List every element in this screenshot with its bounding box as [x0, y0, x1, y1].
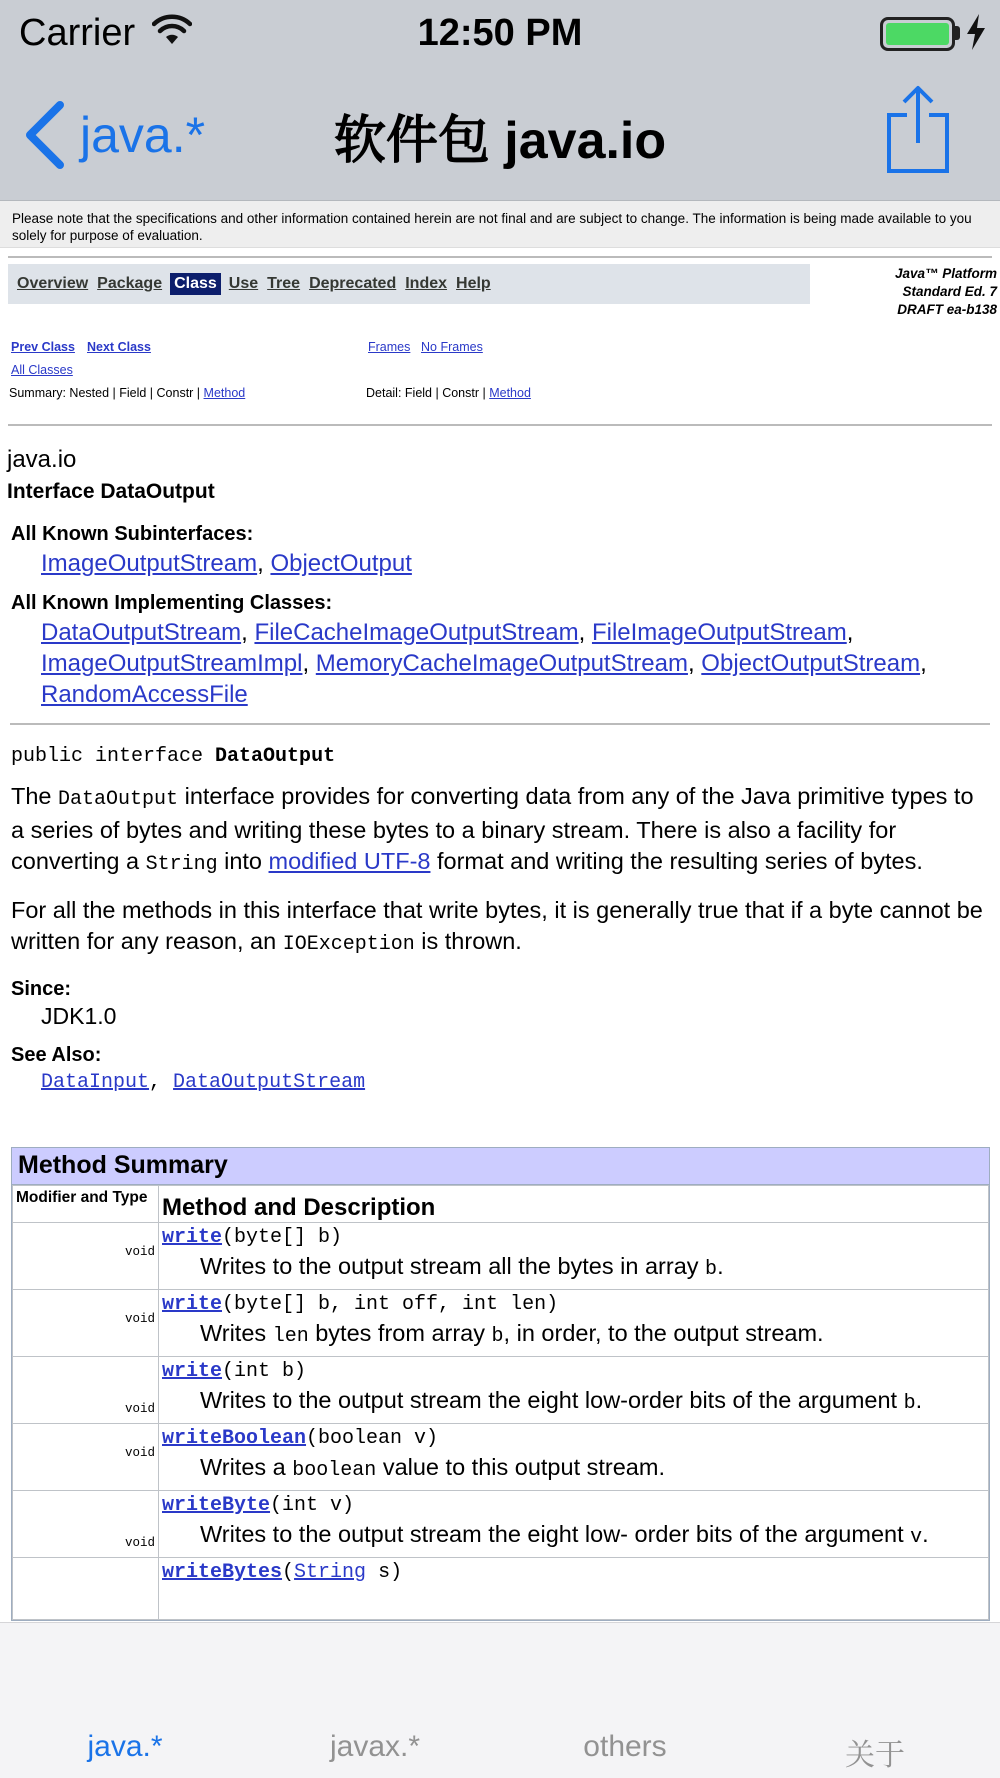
method-cell [159, 1357, 989, 1424]
method-link[interactable]: writeBytes [162, 1561, 283, 1584]
see-also-link[interactable]: DataOutputStream [173, 1071, 366, 1094]
method-summary-caption: Method Summary [12, 1148, 989, 1185]
code: b [705, 1258, 718, 1281]
code: v [910, 1526, 923, 1549]
code: boolean [292, 1459, 377, 1482]
return-type: void [13, 1357, 159, 1424]
since-section [0, 978, 1000, 1032]
detail-links [366, 386, 531, 400]
method-cell [159, 1424, 989, 1491]
method-signature [162, 1426, 985, 1452]
table-row [13, 1491, 989, 1558]
javadoc-content[interactable] [0, 201, 1000, 1622]
divider [10, 723, 990, 725]
back-button[interactable] [22, 95, 205, 175]
platform-line: Java™ Platform [894, 266, 997, 281]
nav-use[interactable]: Use [228, 275, 259, 292]
method-signature [162, 1225, 985, 1251]
tab-java[interactable]: java.* [87, 1730, 163, 1763]
subinterfaces-title: All Known Subinterfaces: [11, 523, 254, 545]
subinterface-link[interactable]: ObjectOutput [270, 550, 412, 577]
return-type: void [13, 1424, 159, 1491]
battery-nub [955, 26, 960, 40]
prev-class-link[interactable]: Prev Class [11, 340, 75, 354]
text: Writes a [200, 1454, 293, 1480]
tab-others[interactable]: others [583, 1730, 667, 1763]
text: For all the methods in this interface that write bytes, it is generally true that if a byte cannot be written for any reason, an [11, 897, 983, 954]
clock: 12:50 PM [417, 12, 583, 54]
nav-overview[interactable]: Overview [17, 275, 89, 292]
method-params: (boolean v) [306, 1427, 439, 1450]
method-description [162, 1318, 985, 1352]
method-signature [162, 1493, 985, 1519]
return-type: void [13, 1223, 159, 1290]
implementing-class-link[interactable]: FileCacheImageOutputStream [254, 619, 579, 646]
code: b [903, 1392, 916, 1415]
nav-help[interactable]: Help [456, 275, 491, 292]
method-description [162, 1385, 985, 1419]
method-signature [162, 1359, 985, 1385]
return-type: void [13, 1290, 159, 1357]
method-link[interactable]: writeBoolean [162, 1427, 307, 1450]
carrier-label: Carrier [19, 12, 136, 54]
text: format and writing the resulting series of bytes. [430, 848, 923, 874]
method-params: ( [282, 1561, 295, 1584]
method-params: (byte[] b) [222, 1226, 343, 1249]
table-row [13, 1223, 989, 1290]
interface-title: Interface DataOutput [7, 480, 215, 503]
detail-method-link[interactable]: Method [489, 386, 531, 400]
table-row [13, 1290, 989, 1357]
since-value: JDK1.0 [41, 1003, 117, 1029]
package-name: java.io [7, 446, 77, 473]
method-description [162, 1452, 985, 1486]
all-classes-link[interactable]: All Classes [11, 363, 73, 377]
implementing-class-link[interactable]: DataOutputStream [41, 619, 242, 646]
implementing-class-link[interactable]: RandomAccessFile [41, 681, 248, 708]
evaluation-notice: Please note that the specifications and other information contained herein are not final and are subject to change. The information is being made available to you solely for purpose of evaluation. [0, 201, 1000, 248]
subinterfaces-section [0, 523, 1000, 579]
platform-label [827, 265, 997, 319]
table-row [13, 1558, 989, 1620]
see-also-section [0, 1044, 1000, 1098]
text: is thrown. [414, 928, 522, 954]
method-params: s) [366, 1561, 403, 1584]
code: b [491, 1325, 504, 1348]
utf8-link[interactable]: modified UTF-8 [268, 848, 431, 874]
sub-navbar [0, 338, 1000, 424]
method-params: (int v) [270, 1494, 355, 1517]
method-params: (byte[] b, int off, int len) [222, 1293, 559, 1316]
text: bytes from array [308, 1320, 492, 1346]
method-cell [159, 1491, 989, 1558]
method-link[interactable]: write [162, 1293, 223, 1316]
implementing-class-link[interactable]: FileImageOutputStream [591, 619, 847, 646]
tab-about[interactable]: 关于 [845, 1739, 905, 1772]
text: into [217, 848, 269, 874]
nav-index[interactable]: Index [405, 275, 448, 292]
next-class-link[interactable]: Next Class [87, 340, 151, 354]
detail-prefix: Detail: Field | Constr | [366, 386, 490, 400]
back-button-label: java.* [80, 107, 206, 163]
method-summary [11, 1147, 990, 1621]
text: Writes to the output stream the eight low- order bits of the argument [200, 1521, 911, 1547]
nav-class: Class [170, 273, 221, 295]
charging-bolt-icon [965, 14, 987, 50]
chevron-left-icon [22, 101, 66, 169]
method-link[interactable]: write [162, 1360, 223, 1383]
share-icon[interactable] [885, 85, 951, 175]
subinterface-link[interactable]: ImageOutputStream [41, 550, 258, 577]
return-type [13, 1558, 159, 1620]
text: value to this output stream. [376, 1454, 665, 1480]
see-also-link[interactable]: DataInput [41, 1071, 150, 1094]
top-navbar [0, 258, 1000, 338]
table-row [13, 1357, 989, 1424]
code: IOException [282, 933, 415, 956]
method-cell [159, 1290, 989, 1357]
subinterfaces-list: ImageOutputStream, ObjectOutput [41, 550, 412, 577]
text: The [11, 783, 59, 809]
text: . [717, 1253, 724, 1279]
implementing-class-link[interactable]: ObjectOutputStream [701, 650, 921, 677]
summary-method-link[interactable]: Method [203, 386, 246, 400]
table-row [13, 1424, 989, 1491]
method-signature [162, 1560, 985, 1586]
implementing-title: All Known Implementing Classes: [11, 592, 333, 614]
summary-links [9, 386, 245, 400]
code: len [272, 1325, 309, 1348]
tab-bar [0, 1622, 1000, 1778]
method-cell [159, 1223, 989, 1290]
method-signature [162, 1292, 985, 1318]
type-link[interactable]: String [294, 1561, 367, 1584]
column-header-type: Modifier and Type [13, 1186, 159, 1223]
code: DataOutput [58, 788, 179, 811]
platform-line: DRAFT ea-b138 [897, 302, 997, 317]
text: Writes to the output stream all the bytes in array [200, 1253, 706, 1279]
code: String [145, 853, 218, 876]
method-description [162, 1251, 985, 1285]
since-title: Since: [11, 978, 72, 1000]
battery-icon [880, 17, 955, 51]
return-type: void [13, 1491, 159, 1558]
method-link[interactable]: write [162, 1226, 223, 1249]
see-also-list: DataInput, DataOutputStream [41, 1071, 366, 1094]
text: . [922, 1521, 929, 1547]
method-summary-table [12, 1185, 989, 1620]
implementing-class-link[interactable]: MemoryCacheImageOutputStream [315, 650, 688, 677]
nav-tree[interactable]: Tree [267, 275, 301, 292]
implementing-section [0, 592, 1000, 710]
divider [8, 424, 992, 426]
method-params: (int b) [222, 1360, 307, 1383]
method-cell [159, 1558, 989, 1620]
javadoc-nav-list [8, 264, 810, 304]
declaration-name: DataOutput [215, 745, 336, 768]
no-frames-link[interactable]: No Frames [421, 340, 483, 354]
text: Writes to the output stream the eight low-order bits of the argument [200, 1387, 904, 1413]
nav-deprecated[interactable]: Deprecated [309, 275, 397, 292]
tab-javax[interactable]: javax.* [329, 1730, 421, 1763]
nav-package[interactable]: Package [97, 275, 163, 292]
text: Writes [200, 1320, 273, 1346]
table-header-row [13, 1186, 989, 1223]
text: , in order, to the output stream. [503, 1320, 824, 1346]
summary-prefix: Summary: Nested | Field | Constr | [9, 386, 204, 400]
page-title: 软件包 java.io [333, 112, 667, 170]
declaration [11, 745, 1000, 768]
description-paragraph [11, 895, 989, 960]
implementing-class-link[interactable]: ImageOutputStreamImpl [41, 650, 303, 677]
text: interface provides for converting data from any of the Java primitive types to a series of bytes and writing these bytes to a binary stream. There is also a facility for converting a [11, 783, 974, 874]
method-description [162, 1519, 985, 1553]
platform-line: Standard Ed. 7 [902, 284, 997, 299]
navigation-bar [0, 0, 1000, 201]
see-also-title: See Also: [11, 1044, 102, 1066]
declaration-prefix: public interface [11, 745, 216, 768]
description-paragraph [11, 781, 989, 880]
status-bar [0, 0, 1000, 66]
frames-link[interactable]: Frames [368, 340, 411, 354]
method-link[interactable]: writeByte [162, 1494, 271, 1517]
implementing-list: DataOutputStream, FileCacheImageOutputStream, FileImageOutputStream, ImageOutputStreamImpl, MemoryCacheImageOutputStream, ObjectOutputStream, RandomAccessFile [41, 619, 927, 708]
text: . [915, 1387, 923, 1413]
column-header-method: Method and Description [159, 1186, 989, 1223]
